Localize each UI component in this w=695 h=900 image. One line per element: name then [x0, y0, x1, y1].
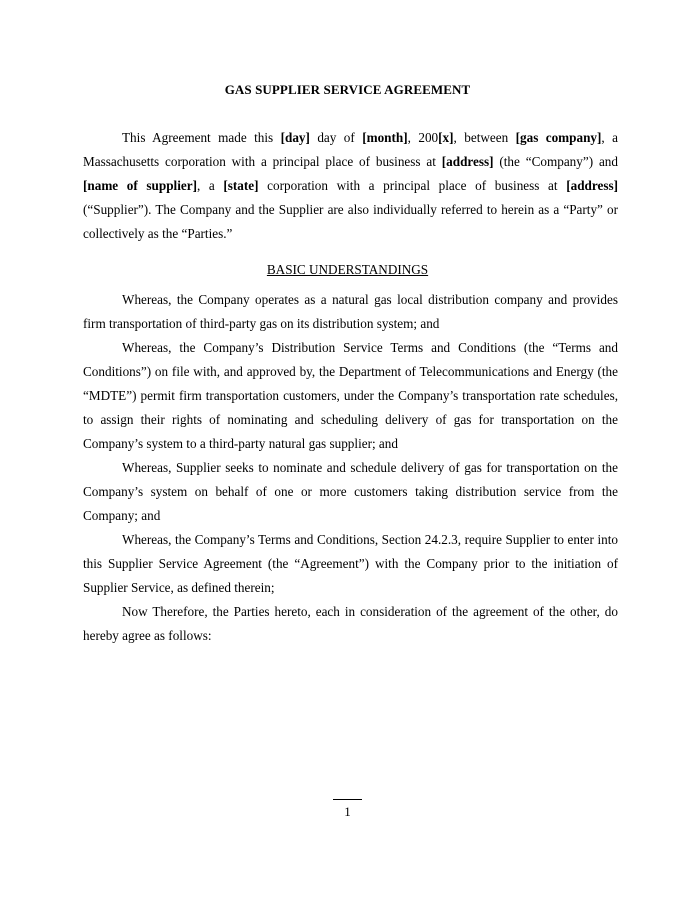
intro-text-5: , a Massachusetts corporation with a principal place of business at — [83, 130, 618, 169]
page-number: 1 — [344, 804, 351, 819]
placeholder-gas-company: [gas company] — [515, 130, 602, 145]
document-title: GAS SUPPLIER SERVICE AGREEMENT — [224, 82, 471, 97]
intro-text-2: day of — [309, 130, 363, 145]
placeholder-year: [x] — [438, 130, 454, 145]
recital-paragraph: Whereas, the Company’s Terms and Conditions, Section 24.2.3, require Supplier to enter into this Supplier Service Agreement (the “Agreement”) with the Company prior to the initiation of Supplier Service, as defined therein; — [83, 532, 618, 595]
intro-text — [83, 126, 618, 246]
footer-rule — [333, 799, 362, 800]
intro-text-9: (“Supplier”). The Company and the Supplier are also individually referred to herein as a “Party” or collectively as the “Parties.” — [83, 202, 618, 241]
section-heading: BASIC UNDERSTANDINGS — [266, 262, 429, 277]
placeholder-supplier-name: [name of supplier] — [83, 178, 197, 193]
intro-text-6: (the “Company”) and — [493, 154, 618, 169]
placeholder-day: [day] — [280, 130, 310, 145]
intro-paragraph — [83, 126, 618, 246]
recital-paragraph: Whereas, the Company operates as a natural gas local distribution company and provides firm transportation of third-party gas on its distribution system; and — [83, 292, 618, 331]
intro-text-3: , 200 — [407, 130, 439, 145]
placeholder-state: [state] — [223, 178, 259, 193]
placeholder-supplier-address: [address] — [566, 178, 618, 193]
intro-text-4: , between — [453, 130, 516, 145]
intro-text-1: This Agreement made this — [122, 130, 281, 145]
recitals — [83, 288, 618, 648]
intro-text-8: corporation with a principal place of business at — [258, 178, 567, 193]
placeholder-month: [month] — [362, 130, 408, 145]
intro-text-7: , a — [196, 178, 224, 193]
closing-paragraph: Now Therefore, the Parties hereto, each in consideration of the agreement of the other, do hereby agree as follows: — [83, 604, 618, 643]
recital-paragraph: Whereas, the Company’s Distribution Service Terms and Conditions (the “Terms and Conditions”) on file with, and approved by, the Department of Telecommunications and Energy (the “MDTE”) permit firm transportation customers, under the Company’s transportation rate schedules, to assign their rights of nominating and scheduling delivery of gas for transportation on the Company’s system to a third-party natural gas supplier; and — [83, 340, 618, 451]
recital-paragraph: Whereas, Supplier seeks to nominate and schedule delivery of gas for transportation on the Company’s system on behalf of one or more customers taking distribution service from the Company; and — [83, 460, 618, 523]
placeholder-company-address: [address] — [441, 154, 494, 169]
